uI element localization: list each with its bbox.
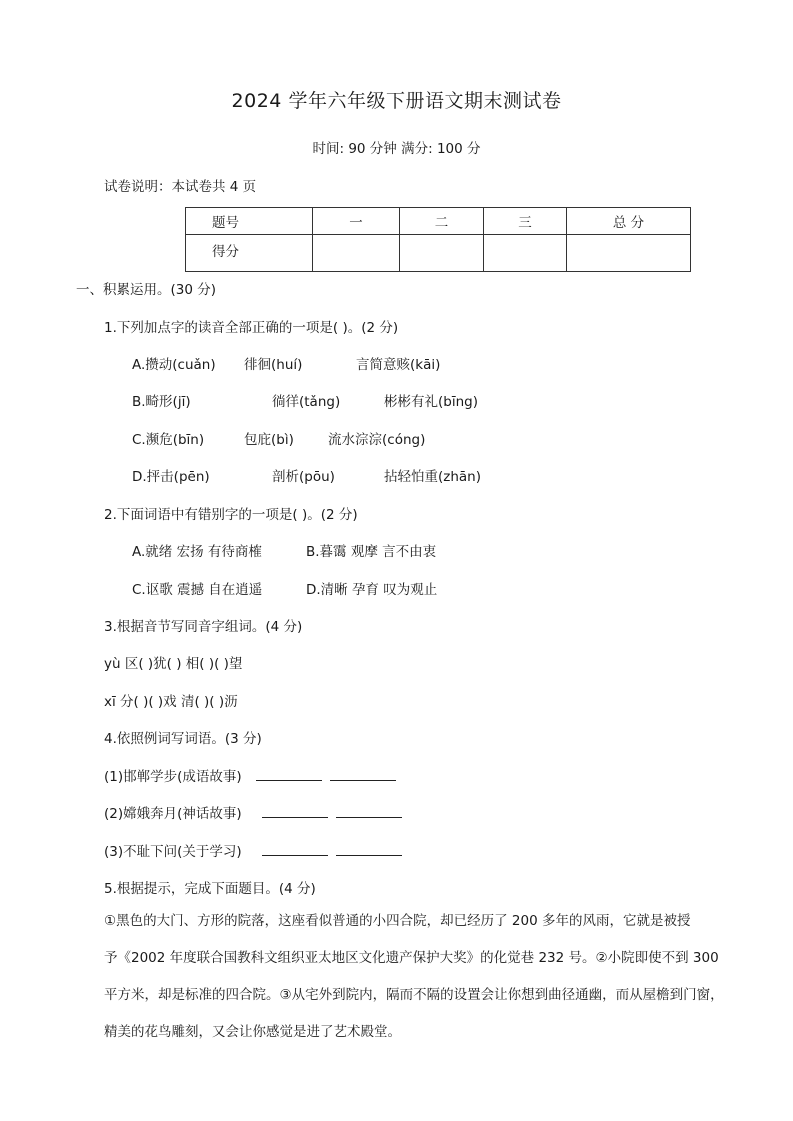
question-1-stem: 1.下列加点字的读音全部正确的一项是( )。(2 分) (104, 320, 399, 336)
exam-time-info: 时间: 90 分钟 满分: 100 分 (312, 141, 481, 157)
answer-blank[interactable] (262, 843, 328, 856)
q4-item-1-text: (1)邯郸学步(成语故事) (104, 769, 242, 785)
question-5-stem: 5.根据提示，完成下面题目。(4 分) (104, 881, 316, 897)
q1-option-b-word2: 徜徉(tǎng) (272, 394, 341, 410)
q4-item-2 (104, 802, 402, 822)
q4-item-3 (104, 840, 402, 860)
question-3-stem: 3.根据音节写同音字组词。(4 分) (104, 619, 303, 635)
q3-line-yu: yù 区( )犹( ) 相( )( )望 (104, 656, 243, 672)
q2-option-d: D.清晰 孕育 叹为观止 (306, 582, 438, 598)
q1-option-c: C.濒危(bīn) (132, 432, 205, 448)
q1-option-d: D.抨击(pēn) (132, 469, 210, 485)
answer-blank[interactable] (256, 768, 322, 781)
q1-option-c-word2: 包庇(bì) (244, 432, 294, 448)
q4-item-2-text: (2)嫦娥奔月(神话故事) (104, 806, 242, 822)
q2-option-c: C.讴歌 震撼 自在逍遥 (132, 582, 263, 598)
answer-blank[interactable] (330, 768, 396, 781)
score-table-header-cell: 总 分 (567, 208, 691, 235)
passage-line: 平方米，却是标准的四合院。③从宅外到院内，隔而不隔的设置会让你想到曲径通幽，而从屋檐到门窗， (104, 987, 724, 1003)
question-2-stem: 2.下面词语中有错别字的一项是( )。(2 分) (104, 507, 358, 523)
q1-option-d-word2: 剖析(pōu) (272, 469, 335, 485)
q5-passage (104, 903, 728, 1051)
q1-option-c-word3: 流水淙淙(cóng) (328, 432, 426, 448)
score-table-header-cell: 题号 (186, 208, 313, 235)
passage-line: 予《2002 年度联合国教科文组织亚太地区文化遗产保护大奖》的化觉巷 232 号。②小院即使不到 300 (104, 950, 719, 966)
score-table-score-row (186, 235, 691, 272)
answer-blank[interactable] (262, 805, 328, 818)
answer-blank[interactable] (336, 843, 402, 856)
q1-option-b: B.畸形(jī) (132, 394, 191, 410)
score-table-header-cell: 三 (484, 208, 567, 235)
score-table (185, 207, 691, 272)
score-cell-1[interactable] (313, 235, 400, 272)
score-cell-2[interactable] (400, 235, 484, 272)
exam-note: 试卷说明：本试卷共 4 页 (104, 179, 257, 195)
q2-option-b: B.暮霭 观摩 言不由衷 (306, 544, 437, 560)
passage-line: 精美的花鸟雕刻，又会让你感觉是进了艺术殿堂。 (104, 1024, 401, 1040)
q1-option-a-word3: 言简意赅(kāi) (356, 357, 441, 373)
passage-line: ①黑色的大门、方形的院落，这座看似普通的小四合院，却已经历了 200 多年的风雨，它就是被授 (104, 913, 691, 929)
question-4-stem: 4.依照例词写词语。(3 分) (104, 731, 262, 747)
q4-item-3-text: (3)不耻下问(关于学习) (104, 844, 242, 860)
score-table-row-label: 得分 (186, 235, 313, 272)
q1-option-a: A.攒动(cuǎn) (132, 357, 216, 373)
q1-option-d-word3: 拈轻怕重(zhān) (384, 469, 482, 485)
q4-item-1 (104, 765, 396, 785)
score-cell-3[interactable] (484, 235, 567, 272)
q3-line-xi: xī 分( )( )戏 清( )( )沥 (104, 694, 238, 710)
q1-option-a-word2: 徘徊(huí) (244, 357, 303, 373)
answer-blank[interactable] (336, 805, 402, 818)
page-title: 2024 学年六年级下册语文期末测试卷 (231, 90, 562, 112)
score-table-header-cell: 一 (313, 208, 400, 235)
q2-option-a: A.就绪 宏扬 有待商榷 (132, 544, 262, 560)
score-table-header-cell: 二 (400, 208, 484, 235)
section-heading: 一、积累运用。(30 分) (76, 282, 217, 298)
score-table-header-row (186, 208, 691, 235)
score-cell-total[interactable] (567, 235, 691, 272)
q1-option-b-word3: 彬彬有礼(bīng) (384, 394, 478, 410)
